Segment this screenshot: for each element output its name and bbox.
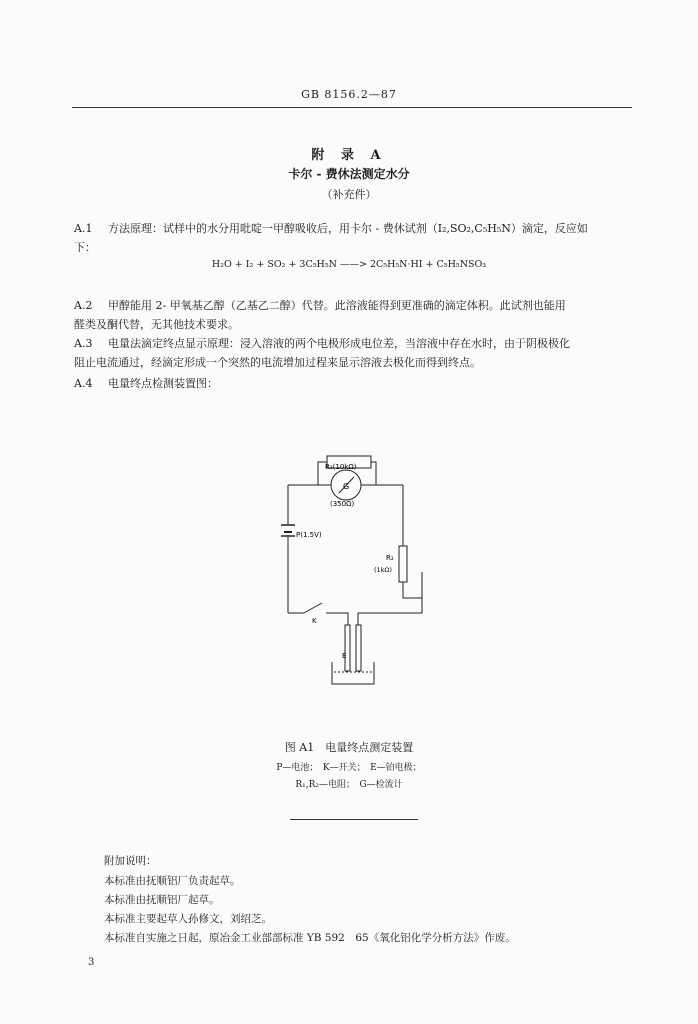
- section-text: 方法原理：试样中的水分用吡啶一甲醇吸收后，用卡尔 - 费休试剂（I₂,SO₂,C₅H₅N）滴定，反应如: [108, 222, 588, 235]
- section-a2: [74, 296, 634, 334]
- circuit-diagram: [270, 440, 440, 700]
- notes-heading: 附加说明：: [104, 855, 157, 867]
- section-text: 电量终点检测装置图：: [108, 377, 218, 390]
- label-e: E: [342, 652, 347, 660]
- figure-legend-line: R₁,R₂—电阻； G—检流计: [295, 780, 403, 790]
- note-line: 本标准由抚顺铝厂负责起草。: [104, 875, 241, 887]
- label-r2: R₂: [386, 554, 394, 562]
- section-separator: [290, 819, 418, 820]
- figure-caption: 图 A1 电量终点测定装置: [284, 741, 414, 754]
- label-p: P(1.5V): [296, 531, 322, 539]
- header-rule: [72, 107, 632, 108]
- section-number: A.2: [74, 299, 93, 312]
- section-number: A.4: [74, 377, 93, 390]
- appendix-note: （补充件）: [321, 188, 377, 201]
- label-g: G: [343, 482, 350, 491]
- appendix-subtitle: 卡尔 - 费休法测定水分: [288, 167, 410, 181]
- section-number: A.1: [74, 222, 93, 235]
- electrode-e: [356, 625, 361, 671]
- wire: [403, 572, 422, 598]
- wire: [326, 613, 348, 625]
- appendix-title: 附 录 A: [311, 148, 387, 163]
- section-a1: [74, 219, 634, 257]
- section-text: 醛类及酮代替，无其他技术要求。: [74, 318, 239, 331]
- label-r1: R₁(10kΩ): [325, 463, 357, 471]
- section-number: A.3: [74, 337, 93, 350]
- section-text: 电量法滴定终点显示原理：浸入溶液的两个电极形成电位差，当溶液中存在水时，由于阴极极化: [108, 337, 570, 350]
- page-number: 3: [88, 957, 95, 968]
- label-r2-value: (1kΩ): [374, 566, 392, 574]
- electrode-e: [345, 625, 350, 671]
- note-line: 本标准主要起草人孙修文，刘绍芝。: [104, 913, 272, 925]
- section-text: 下：: [74, 241, 96, 254]
- note-line: 本标准由抚顺铝厂起草。: [104, 894, 220, 906]
- resistor-r2: [399, 546, 407, 582]
- label-g-value: (350Ω): [330, 500, 355, 508]
- section-a4: [74, 374, 634, 393]
- section-text: 甲醇能用 2- 甲氧基乙醇（乙基乙二醇）代替。此溶液能得到更准确的滴定体积。此试剂也能用: [108, 299, 566, 312]
- note-line: 本标准自实施之日起，原冶金工业部部标准 YB 592 65《氧化铝化学分析方法》作废。: [104, 932, 516, 944]
- section-text: 阻止电流通过，经滴定形成一个突然的电流增加过程来显示溶液去极化而得到终点。: [74, 356, 481, 369]
- standard-number: GB 8156.2—87: [301, 88, 397, 101]
- beaker: [332, 662, 374, 684]
- label-k: K: [312, 617, 317, 625]
- wire: [371, 462, 376, 485]
- switch-k: [304, 603, 322, 613]
- figure-legend-line: P—电池； K—开关； E—铂电极；: [276, 763, 422, 773]
- section-a3: [74, 334, 634, 372]
- wire: [358, 598, 422, 625]
- reaction-equation: H₂O + I₂ + SO₂ + 3C₅H₅N ——> 2C₅H₅N·HI + C₅H₅NSO₃: [211, 259, 487, 270]
